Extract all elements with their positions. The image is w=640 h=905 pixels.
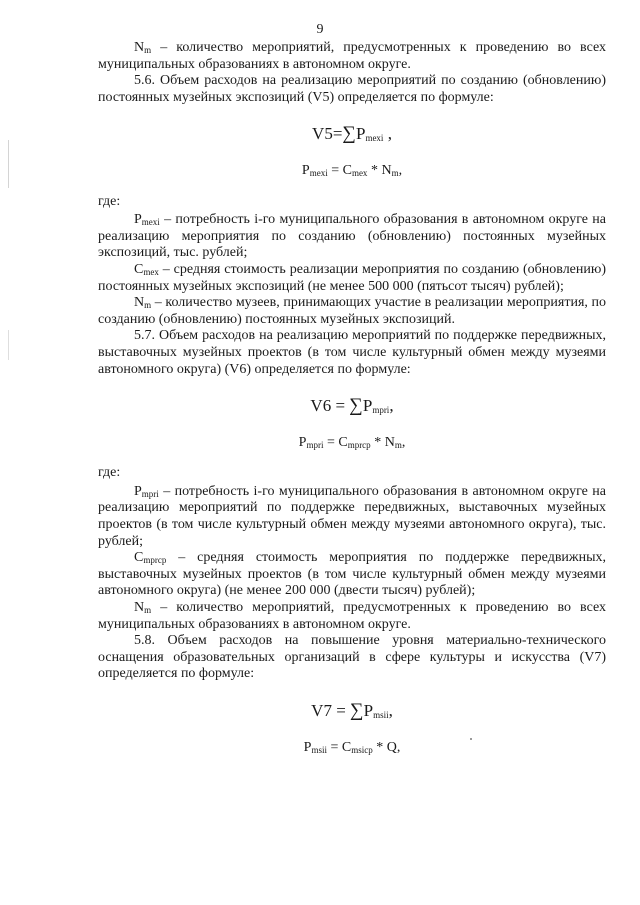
formula-subscript: msii xyxy=(311,744,327,755)
definition-pmexi xyxy=(98,212,606,262)
formula-left: V6 = xyxy=(310,396,350,416)
symbol-subscript: mpri xyxy=(141,488,159,499)
formula-subscript: mexi xyxy=(365,133,384,144)
formula-pmpri xyxy=(98,435,606,452)
formula-tail: , xyxy=(388,701,393,720)
section-5-6: 5.6. Объем расходов на реализацию мероприятий по созданию (обновлению) постоянных музейных экспозиций (V5) определяется по формуле: xyxy=(98,73,606,105)
page-number: 9 xyxy=(316,22,324,37)
formula-pmexi xyxy=(98,163,606,180)
symbol-n: N xyxy=(134,600,145,616)
formula-op: * N xyxy=(367,162,392,178)
definition-pmpri xyxy=(98,484,606,550)
formula-v6 xyxy=(98,395,606,417)
definition-cmprcp xyxy=(98,550,606,600)
document-body xyxy=(98,40,606,756)
sum-sign: ∑ xyxy=(350,700,364,721)
sum-sign: ∑ xyxy=(342,123,356,145)
formula-tail: , xyxy=(389,396,394,416)
formula-subscript: mprcp xyxy=(347,439,371,450)
formula-term: P xyxy=(303,739,312,755)
symbol-subscript: mex xyxy=(143,266,159,277)
scan-margin-mark xyxy=(8,330,9,360)
definition-text: – количество мероприятий, предусмотренных к проведению во всех муниципальных образованиях в автономном округе. xyxy=(98,600,606,632)
formula-left: V7 = xyxy=(311,701,351,720)
symbol-c: C xyxy=(134,261,144,277)
symbol-subscript: mexi xyxy=(141,217,160,228)
definition-nm-museums xyxy=(98,295,606,328)
where-label: где: xyxy=(98,193,121,209)
formula-term: P xyxy=(355,124,366,144)
definition-cmex xyxy=(98,262,606,295)
formula-term: P xyxy=(363,701,374,720)
formula-op: * Q, xyxy=(372,739,401,755)
formula-subscript: mex xyxy=(351,167,368,178)
formula-subscript: msii xyxy=(373,710,389,720)
formula-subscript: msicp xyxy=(351,744,373,755)
formula-term: P xyxy=(298,434,307,450)
definition-text: – потребность i-го муниципального образования в автономном округе на реализацию мероприятия по созданию (обновлению) постоянных музейных экспозиций, тыс. рублей; xyxy=(98,212,606,261)
formula-subscript: mexi xyxy=(309,167,328,178)
formula-term: P xyxy=(362,396,373,416)
section-5-8: 5.8. Объем расходов на повышение уровня материально-технического оснащения образовательных организаций в сфере культуры и искусства (V7) определяется по формуле: xyxy=(98,633,606,682)
definition-text: – потребность i-го муниципального образования в автономном округе на реализацию мероприятий по поддержке передвижных, выставочных музейных проектов (в том числе культурный обмен между музеями автономного округа), тыс. рублей; xyxy=(98,483,606,549)
formula-pmsii xyxy=(98,740,606,757)
symbol-n: N xyxy=(134,40,145,55)
symbol-p: P xyxy=(134,483,142,499)
symbol-p: P xyxy=(134,212,142,228)
formula-tail: , xyxy=(401,434,406,450)
definition-nm-intro xyxy=(98,40,606,73)
formula-subscript: m xyxy=(391,167,399,178)
formula-left: V5= xyxy=(312,124,343,144)
formula-tail: , xyxy=(383,124,392,144)
formula-op: = C xyxy=(327,162,352,178)
formula-v7 xyxy=(98,700,606,721)
formula-op: * N xyxy=(370,434,395,450)
definition-text: – средняя стоимость реализации мероприятия по созданию (обновлению) постоянных музейных экспозиций (не менее 500 000 (пятьсот тысяч) рублей); xyxy=(98,261,606,294)
formula-subscript: mpri xyxy=(372,405,390,416)
definition-nm-events xyxy=(98,600,606,633)
symbol-c: C xyxy=(134,550,144,566)
formula-tail: , xyxy=(398,162,403,178)
definition-text: – средняя стоимость мероприятия по поддержке передвижных, выставочных музейных проектов (в том числе культурный обмен между музеями автономного округа) (не менее 200 000 (двести тысяч) рублей); xyxy=(98,550,606,599)
where-label: где: xyxy=(98,465,121,481)
definition-text: – количество музеев, принимающих участие в реализации мероприятия, по созданию (обновлению) постоянных музейных экспозиций. xyxy=(98,295,606,327)
symbol-subscript: m xyxy=(144,605,152,616)
symbol-subscript: m xyxy=(144,300,152,311)
section-5-7: 5.7. Объем расходов на реализацию мероприятий по поддержке передвижных, выставочных музейных проектов (в том числе культурный обмен между музеями автономного округа) (V6) определяется по формуле: xyxy=(98,328,606,377)
scan-margin-mark xyxy=(8,140,9,188)
formula-v5 xyxy=(98,123,606,145)
formula-op: = C xyxy=(326,739,352,755)
symbol-n: N xyxy=(134,295,145,311)
formula-subscript: m xyxy=(394,439,402,450)
scan-speck xyxy=(470,738,472,740)
definition-text: – количество мероприятий, предусмотренных к проведению во всех муниципальных образованиях в автономном округе. xyxy=(98,40,606,72)
symbol-subscript: m xyxy=(144,45,152,55)
formula-op: = C xyxy=(323,434,348,450)
sum-sign: ∑ xyxy=(349,395,363,417)
formula-subscript: mpri xyxy=(306,439,324,450)
formula-term: P xyxy=(301,162,310,178)
symbol-subscript: mprcp xyxy=(143,555,167,566)
